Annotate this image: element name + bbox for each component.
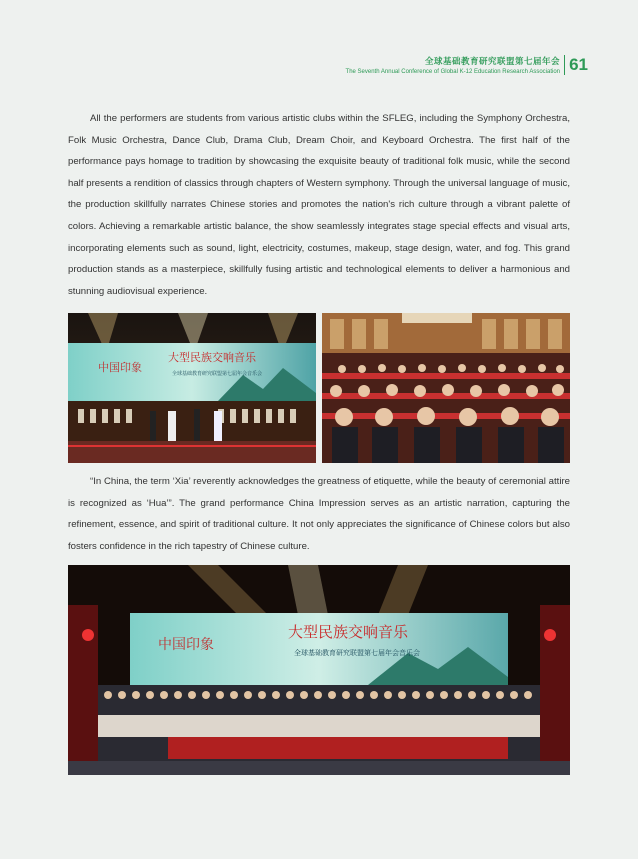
photo-audience (322, 313, 570, 463)
group-banner-logo: 中国印象 (158, 637, 214, 653)
banner-title: 大型民族交响音乐 (168, 351, 256, 364)
paragraph-xia-hua: “In China, the term ‘Xia’ reverently acknowledges the greatness of etiquette, while the beauty of ceremonial attire is recognized as ‘Hua’”. The grand performance China Impression serves as an artistic narration, capturing the refinement, essence, and spirit of traditional culture. It not only appreciates the significance of Chinese colors but also fosters confidence in the rich tapestry of Chinese culture. (68, 476, 570, 552)
photo-group (68, 565, 570, 775)
page-number: 61 (564, 55, 588, 75)
header-title-cn: 全球基础教育研究联盟第七届年会 (424, 56, 560, 66)
group-banner-title: 大型民族交响音乐 (288, 623, 409, 641)
header-title-en: The Seventh Annual Conference of Global K-12 Education Research Association (345, 69, 560, 75)
running-header (346, 55, 560, 75)
photo-stage-performance (68, 313, 316, 463)
group-banner-subtitle: 全球基础教育研究联盟第七届年会音乐会 (294, 649, 420, 657)
banner-logo: 中国印象 (98, 361, 142, 374)
banner-subtitle: 全球基础教育研究联盟第七届年会音乐会 (172, 371, 263, 377)
paragraph-performers: All the performers are students from various artistic clubs within the SFLEG, including the Symphony Orchestra, Folk Music Orchestra, Dance Club, Drama Club, Dream Choir, and Keyboard Orchestra. The first half of the performance pays homage to tradition by showcasing the exquisite beauty of traditional folk music, while the second half presents a rendition of classics through chapters of Western symphony. Through the universal language of music, the production skillfully narrates Chinese stories and promotes the nation's rich culture through a vibrant palette of colors. Achieving a remarkable artistic balance, the show seamlessly integrates stage special effects and visual arts, incorporating elements such as sound, light, electricity, costumes, makeup, stage design, water, and fog. This grand production stands as a masterpiece, skillfully fusing artistic and technological elements to deliver a harmonious and stunning audiovisual experience. (68, 113, 570, 297)
